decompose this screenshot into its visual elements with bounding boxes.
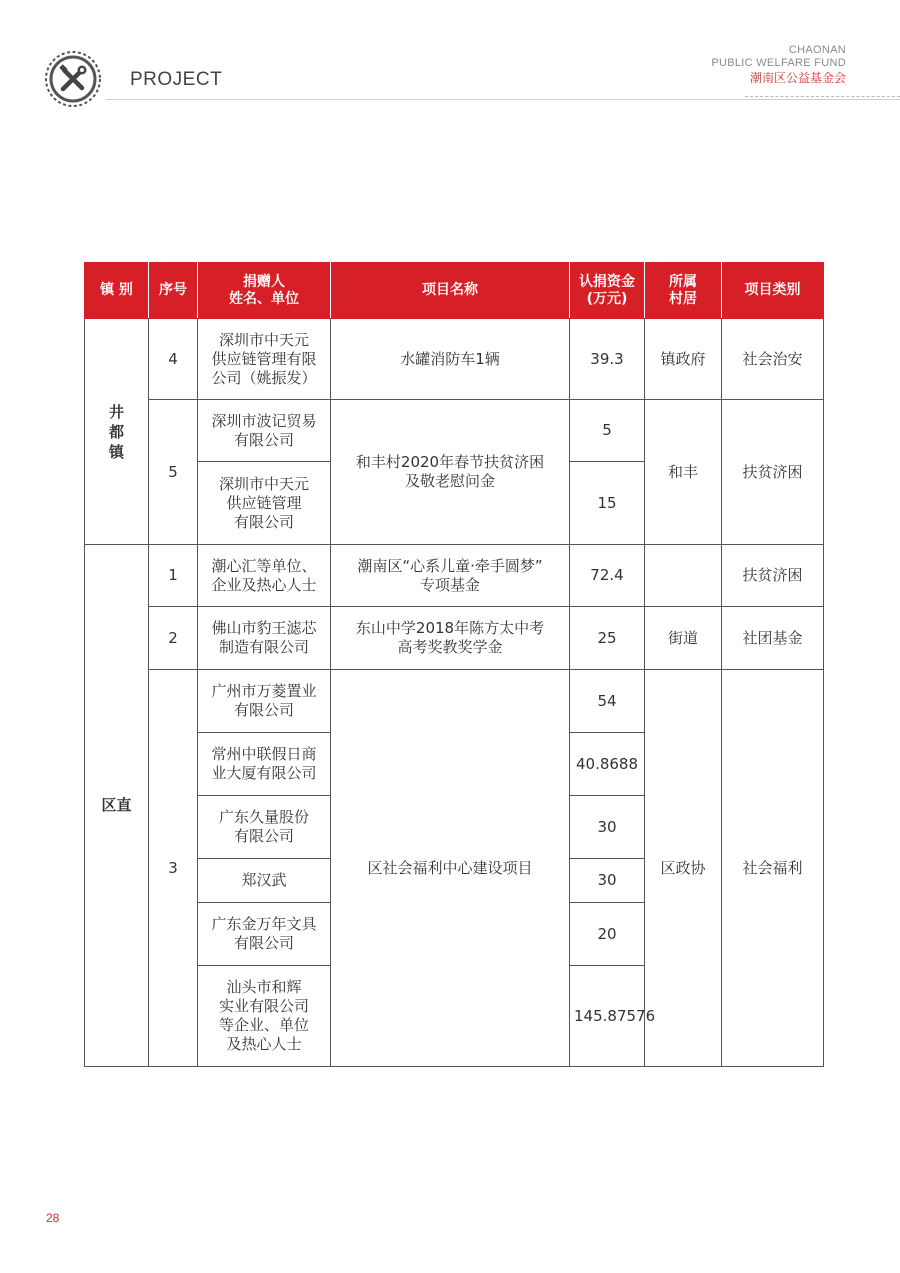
table-row bbox=[85, 319, 824, 400]
category-cell: 扶贫济困 bbox=[722, 400, 824, 545]
page-header-title: PROJECT bbox=[130, 69, 223, 90]
category-cell: 社会福利 bbox=[722, 670, 824, 1067]
project-text: 和丰村2020年春节扶贫济困 及敬老慰问金 bbox=[355, 453, 545, 490]
donor-cell bbox=[198, 796, 331, 859]
table-row bbox=[85, 670, 824, 733]
amount-cell: 20 bbox=[570, 903, 645, 966]
amount-cell: 39.3 bbox=[570, 319, 645, 400]
town-cell-quzhi: 区直 bbox=[85, 545, 149, 1067]
amount-cell: 72.4 bbox=[570, 545, 645, 607]
donor-text: 常州中联假日商 业大厦有限公司 bbox=[211, 745, 317, 782]
col-header-village-text: 所属 村居 bbox=[669, 273, 697, 307]
village-cell: 街道 bbox=[645, 607, 722, 670]
project-text: 水罐消防车1辆 bbox=[400, 349, 500, 368]
amount-cell: 25 bbox=[570, 607, 645, 670]
donor-text: 广东金万年文具 有限公司 bbox=[211, 915, 317, 952]
donor-text: 郑汉武 bbox=[241, 871, 287, 889]
project-cell bbox=[331, 319, 570, 400]
project-cell bbox=[331, 545, 570, 607]
brand-name-cn: 潮南区公益基金会 bbox=[749, 71, 846, 85]
donor-cell bbox=[198, 400, 331, 462]
donor-cell bbox=[198, 670, 331, 733]
category-cell: 社会治安 bbox=[722, 319, 824, 400]
table-header bbox=[85, 263, 824, 319]
donor-text: 广东久量股份 有限公司 bbox=[218, 808, 309, 845]
header-divider-accent bbox=[745, 96, 900, 97]
donor-text: 深圳市波记贸易 有限公司 bbox=[211, 411, 317, 449]
amount-cell: 40.8688 bbox=[570, 733, 645, 796]
table-row bbox=[85, 400, 824, 462]
table-body bbox=[85, 319, 824, 1067]
village-cell: 和丰 bbox=[645, 400, 722, 545]
col-header-amount-text: 认捐资金 (万元) bbox=[579, 273, 635, 307]
category-cell: 扶贫济困 bbox=[722, 545, 824, 607]
donor-text: 广州市万菱置业 有限公司 bbox=[211, 682, 317, 719]
donor-text: 深圳市中天元 供应链管理 有限公司 bbox=[218, 474, 309, 531]
header-divider bbox=[106, 99, 900, 100]
page-number: 28 bbox=[46, 1211, 60, 1225]
donor-cell bbox=[198, 607, 331, 670]
col-header-donor-text: 捐赠人 姓名、单位 bbox=[229, 273, 299, 307]
donor-cell bbox=[198, 903, 331, 966]
amount-cell: 30 bbox=[570, 859, 645, 903]
col-header-village bbox=[645, 263, 722, 319]
amount-cell: 54 bbox=[570, 670, 645, 733]
amount-cell: 15 bbox=[570, 462, 645, 545]
brand-logo bbox=[711, 44, 846, 86]
table-header-row bbox=[85, 263, 824, 319]
col-header-amount bbox=[570, 263, 645, 319]
donor-text: 潮心汇等单位、 企业及热心人士 bbox=[211, 556, 317, 594]
donor-cell bbox=[198, 966, 331, 1067]
brand-name-en-line2: PUBLIC WELFARE FUND bbox=[711, 57, 846, 69]
donor-cell bbox=[198, 859, 331, 903]
seq-cell: 3 bbox=[149, 670, 198, 1067]
donor-text: 佛山市豹王滤芯 制造有限公司 bbox=[211, 619, 317, 656]
seq-cell: 5 bbox=[149, 400, 198, 545]
project-cell bbox=[331, 400, 570, 545]
amount-cell: 145.87576 bbox=[570, 966, 645, 1067]
village-cell: 镇政府 bbox=[645, 319, 722, 400]
seq-cell: 4 bbox=[149, 319, 198, 400]
seq-cell: 2 bbox=[149, 607, 198, 670]
donor-cell bbox=[198, 733, 331, 796]
project-cell bbox=[331, 607, 570, 670]
donor-text: 深圳市中天元 供应链管理有限 公司（姚振发） bbox=[211, 330, 317, 387]
seq-cell: 1 bbox=[149, 545, 198, 607]
col-header-town: 镇 别 bbox=[85, 263, 149, 319]
donor-cell bbox=[198, 462, 331, 545]
project-text: 区社会福利中心建设项目 bbox=[367, 858, 533, 877]
col-header-donor bbox=[198, 263, 331, 319]
tools-icon bbox=[44, 50, 102, 108]
project-cell bbox=[331, 670, 570, 1067]
village-cell: 区政协 bbox=[645, 670, 722, 1067]
town-cell-jingdu bbox=[85, 319, 149, 545]
col-header-category: 项目类别 bbox=[722, 263, 824, 319]
table-row bbox=[85, 545, 824, 607]
village-cell bbox=[645, 545, 722, 607]
donor-text: 汕头市和辉 实业有限公司 等企业、单位 及热心人士 bbox=[218, 978, 309, 1053]
col-header-seq: 序号 bbox=[149, 263, 198, 319]
amount-cell: 5 bbox=[570, 400, 645, 462]
project-text: 潮南区“心系儿童·牵手圆梦” 专项基金 bbox=[357, 556, 543, 594]
table-row bbox=[85, 607, 824, 670]
donor-cell bbox=[198, 319, 331, 400]
brand-name-en-line1: CHAONAN bbox=[788, 44, 846, 56]
town-label-jingdu: 井都镇 bbox=[109, 402, 125, 461]
donor-cell bbox=[198, 545, 331, 607]
project-text: 东山中学2018年陈方太中考 高考奖教奖学金 bbox=[355, 619, 545, 656]
col-header-project: 项目名称 bbox=[331, 263, 570, 319]
category-cell: 社团基金 bbox=[722, 607, 824, 670]
amount-cell: 30 bbox=[570, 796, 645, 859]
donation-table bbox=[84, 262, 824, 1067]
